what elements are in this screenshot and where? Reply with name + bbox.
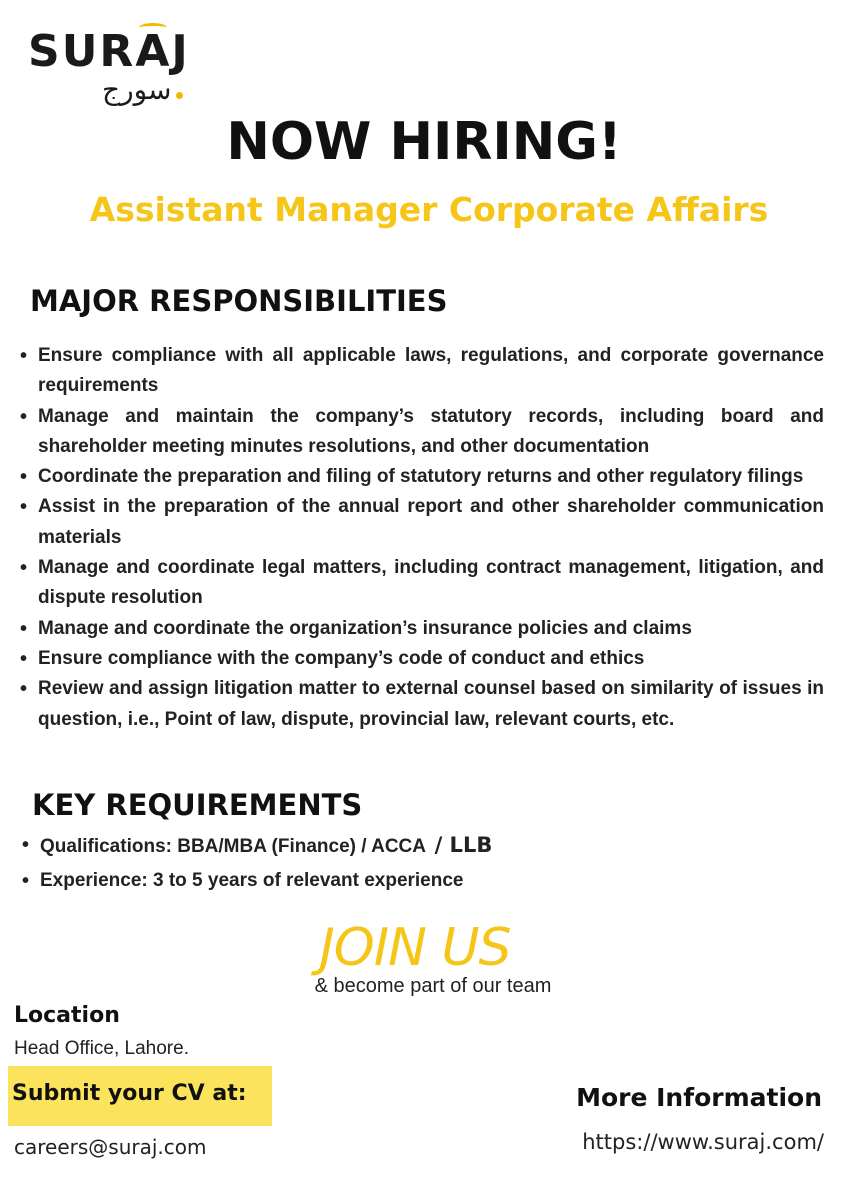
list-item: • Manage and coordinate the organization’s insurance policies and claims bbox=[20, 614, 824, 644]
headline: NOW HIRING! bbox=[226, 112, 622, 172]
responsibilities-heading: MAJOR RESPONSIBILITIES bbox=[30, 284, 448, 318]
more-information-label: More Information bbox=[576, 1083, 822, 1112]
website-url-link[interactable]: https://www.suraj.com/ bbox=[582, 1130, 824, 1154]
submit-cv-label: Submit your CV at: bbox=[12, 1081, 247, 1106]
careers-email-link[interactable]: careers@suraj.com bbox=[14, 1135, 207, 1159]
location-label: Location bbox=[14, 1003, 120, 1028]
logo-wordmark-suffix: J bbox=[171, 26, 190, 77]
logo-wordmark-prefix: SUR bbox=[28, 26, 136, 77]
list-item: • Ensure compliance with all applicable laws, regulations, and corporate governance requirements bbox=[20, 341, 824, 402]
logo-dot-icon bbox=[176, 92, 183, 99]
list-item: • Manage and coordinate legal matters, including contract management, litigation, and dispute resolution bbox=[20, 553, 824, 614]
location-value: Head Office, Lahore. bbox=[14, 1038, 189, 1059]
requirements-heading: KEY REQUIREMENTS bbox=[32, 788, 363, 822]
requirements-list bbox=[22, 828, 492, 898]
qualifications-item bbox=[22, 828, 492, 864]
list-item: • Manage and maintain the company’s statutory records, including board and shareholder meeting minutes resolutions, and other documentation bbox=[20, 402, 824, 463]
logo-arabic-text bbox=[102, 73, 190, 106]
logo-wordmark-a: A bbox=[135, 26, 172, 77]
join-us-title: JOIN US bbox=[319, 918, 511, 978]
logo-arabic-word: سورج bbox=[102, 73, 172, 106]
list-item: • Coordinate the preparation and filing of statutory returns and other regulatory filings bbox=[20, 462, 824, 492]
qualifications-text: Qualifications: BBA/MBA (Finance) / ACCA bbox=[40, 836, 426, 857]
experience-item: • Experience: 3 to 5 years of relevant experience bbox=[22, 864, 492, 898]
list-item: • Ensure compliance with the company’s code of conduct and ethics bbox=[20, 644, 824, 674]
job-title: Assistant Manager Corporate Affairs bbox=[89, 190, 769, 229]
join-us-subtitle: & become part of our team bbox=[314, 975, 552, 997]
qualifications-llb: / LLB bbox=[434, 833, 493, 857]
suraj-logo bbox=[28, 26, 190, 106]
list-item: • Assist in the preparation of the annual report and other shareholder communication materials bbox=[20, 492, 824, 553]
responsibilities-list bbox=[20, 341, 824, 735]
list-item: • Review and assign litigation matter to external counsel based on similarity of issues in question, i.e., Point of law, dispute, provincial law, relevant courts, etc. bbox=[20, 674, 824, 735]
logo-wordmark bbox=[28, 26, 190, 77]
